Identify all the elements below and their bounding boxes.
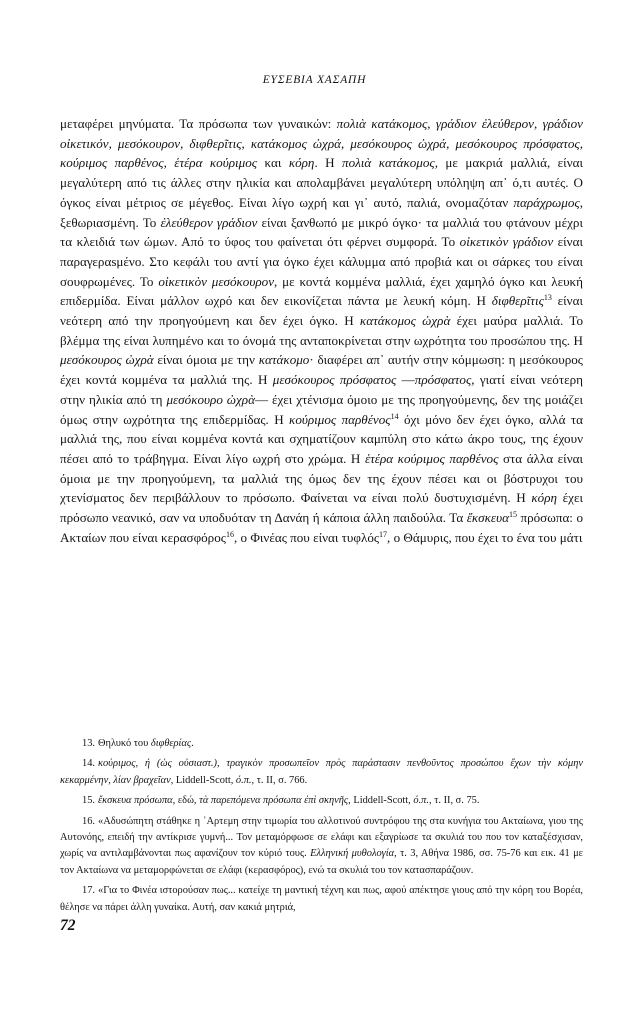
text-run: . Η <box>314 155 343 171</box>
footnote-italic: ό.π. <box>413 795 429 807</box>
text-run: όχι μόνο δεν έχει όγκο, αλλά τα μαλλιά της, που είναι κομμένα κοντά και σχηματίζουν καμπύλη στο κάτω άκρο τους, της έχουν πέσει από το τράβηγμα. Είναι λίγο ωχρή στο χρώμα. Η <box>60 411 583 466</box>
italic-run: παράχρωμος <box>513 194 580 210</box>
italic-run: ἔκσκευα <box>466 510 509 526</box>
footnote-17 <box>60 883 583 916</box>
footnote-ref: 14 <box>390 411 399 421</box>
italic-run: οἰκετικὸν μεσόκουρον <box>158 273 275 289</box>
italic-run: οἰκετικὸν γράδιον <box>459 234 554 250</box>
footnote-text: , τ. II, σ. 75. <box>429 795 480 807</box>
italic-run: κόρη <box>288 155 315 171</box>
text-run: είναι όμοια με την <box>153 352 259 368</box>
footnote-text: , τ. II, σ. 766. <box>251 774 308 786</box>
text-run: , ξεθωριασμένη. Το <box>60 194 583 230</box>
text-run: — <box>396 372 415 388</box>
footnote-text: , Liddell-Scott, <box>170 774 236 786</box>
footnote-italic: Ελληνική μυθολογία <box>310 848 395 860</box>
footnote-14 <box>60 756 583 789</box>
italic-run: ἑτέρα κούριμος παρθένος <box>364 450 499 466</box>
footnote-ref: 13 <box>543 293 552 303</box>
footnote-number: 16. <box>82 815 95 827</box>
footnote-italic: τὰ παρεπόμενα πρόσωπα ἐπὶ σκηνῆς <box>199 795 349 807</box>
italic-run: μεσόκουρος πρόσφατος <box>272 372 397 388</box>
footnote-text: «Αδυσώπητη στάθηκε η ᾽Αρτεμη στην τιμωρία του αλλοτινού συντρόφου της στα κυνήγια του Ακταίωνα, γιου της Αυτονόης, επειδή την αντίκρισε γυμνή... Τον μεταμόρφωσε σε ελάφι και εξαγρίωσε τα σκυλιά του που τον καταξέσχισαν, χωρίς να αντιλαμβάνονται πως αφανίζουν τον κύριό τους. <box>60 815 583 860</box>
footnote-italic: κούριμος, ή (ὡς οὐσιαστ.), τραγικὸν προσωπεῖον πρὸς παράστασιν πενθοῦντος προσώπου ἔχων τὴν κόμην κεκαρμένην, λίαν βραχεῖαν <box>60 758 583 786</box>
footnote-italic: διφθερίας <box>150 738 192 749</box>
text-run: μεταφέρει μηνύματα. Τα πρόσωπα των γυναικών: <box>60 116 337 131</box>
page-number: 72 <box>60 917 76 934</box>
text-run: είναι παραγεραsμένο. Στο κεφάλι του αντί για όγκο έχει κάλυμμα από προβιά και οι σάρκες του είναι σουφρωμένες. Το <box>60 234 583 289</box>
footnote-16 <box>60 814 583 880</box>
text-run: στα άλλα είναι όμοια με την προηγούμενη, τα μαλλιά της όμως δεν της έχουν πέσει και οι βόστρυχοι του χτενίσματος δεν περιβάλλουν το πρόσωπο. Φαίνεται να είναι πολύ δυστυχισμένη. Η <box>60 450 583 506</box>
text-run: , με μακριά μαλλιά, είναι μεγαλύτερη από τις άλλες στην ηλικία και απολαμβάνει μεγαλύτερη υπόληψη απ᾽ ό,τι αυτές. Ο όγκος είναι μέτριος σε μέγεθος. Είναι λίγο ωχρή και γι᾽ αυτό, παλιά, ονομαζόταν <box>60 155 583 210</box>
footnote-number: 14. <box>82 758 95 770</box>
text-run: , γιατί είναι νεότερη στην ηλικία από τη <box>60 372 583 407</box>
text-run: είναι ξανθωπό με μικρό όγκο· τα μαλλιά του φτάνουν μέχρι τα κλειδιά των ώμων. Από το ύφος του φαίνεται ότι φέρνει συμφορά. Το <box>60 214 583 250</box>
footnote-text: , τ. 3, Αθήνα 1986, σσ. 75-76 και εικ. 41 με τον Ακταίωνα να μεταμορφώνεται σε ελάφι (κερασφόρος), ενώ τα σκυλιά του τον κατασπαράζουν. <box>60 848 584 876</box>
footnote-number: 15. <box>82 795 95 807</box>
footnote-text: Θηλυκό του <box>98 738 151 749</box>
footnotes <box>60 736 583 920</box>
italic-run: κούριμος παρθένος <box>289 411 391 427</box>
italic-run: κατάκομο <box>258 352 310 368</box>
italic-run: πολιὰ κατάκομος, γράδιον ἐλεύθερον, γράδιον οἰκετικόν, μεσόκουρον, διφθερῖτις, κατάκομος ὠχρά, μεσόκουρος ὠχρά, μεσόκουρος πρόσφατος, κούριμος παρθένος, ἑτέρα κούριμος <box>60 116 583 171</box>
footnote-ref: 17 <box>379 529 388 539</box>
footnote-ref: 16 <box>225 529 234 539</box>
footnote-text: «Για το Φινέα ιστορούσαν πως... κατείχε τη μαντική τέχνη και πως, αφού απέκτησε γιους από την κόρη του Βορέα, θέλησε να πάρει άλλη γυναίκα. Αυτή, σαν κακιά μητριά, <box>60 885 583 913</box>
text-run: έχει μαύρα μαλλιά. Το βλέμμα της είναι λυπημένο και το όνομά της ανταποκρίνεται στην ωχρότητα του προσώπου της. Η <box>60 313 583 348</box>
running-head: ΕΥΣΕΒΙΑ ΧΑΣΑΠΗ <box>262 74 367 86</box>
main-paragraph <box>60 114 583 547</box>
text-run: , ο Θάμυρις, που έχει το ένα του μάτι <box>387 529 583 545</box>
footnote-13 <box>60 736 583 752</box>
text-run: — έχει χτένισμα όμοιο με της προηγούμενης, δεν της μοιάζει όμως στην ωχρότητα της επιδερμίδας. Η <box>60 391 583 427</box>
main-text <box>60 114 583 547</box>
footnote-text: , Liddell-Scott, <box>348 795 414 807</box>
footnote-text: . <box>191 738 194 749</box>
text-run: · διαφέρει απ᾽ αυτήν στην κόμμωση: η μεσόκουρος έχει κοντά κομμένα τα μαλλιά της. Η <box>60 352 583 388</box>
text-run: πρόσωπα: ο Ακταίων που είναι κερασφόρος <box>60 510 583 545</box>
text-run: , με κοντά κομμένα μαλλιά, έχει χαμηλό όγκο και λευκή επιδερμίδα. Είναι μάλλον ωχρό και δεν εικονίζεται πάντα με λευκή κόμη. Η <box>60 273 584 309</box>
footnote-italic: ἔκσκευα πρόσωπα <box>98 795 173 807</box>
text-run: και <box>257 155 289 171</box>
footnote-ref: 15 <box>508 510 517 520</box>
footnote-text: , εδώ, <box>172 795 200 807</box>
italic-run: μεσόκουρος ὠχρὰ <box>60 352 154 368</box>
italic-run: πολιὰ κατάκομος <box>342 155 435 171</box>
italic-run: μεσόκουρο ὠχρὰ <box>166 391 255 407</box>
footnote-italic: ό.π. <box>235 774 252 786</box>
text-run: είναι νεότερη από την προηγούμενη και δεν έχει όγκο. Η <box>60 293 583 329</box>
italic-run: διφθερῖτις <box>491 293 544 309</box>
text-run: έχει πρόσωπο νεανικό, σαν να υποδυόταν τη Δανάη ή κάποια άλλη παιδούλα. Τα <box>60 490 583 526</box>
footnote-15 <box>60 793 583 809</box>
italic-run: ἐλεύθερον γράδιον <box>160 214 258 230</box>
italic-run: πρόσφατος <box>414 372 472 388</box>
footnote-number: 13. <box>82 738 95 749</box>
italic-run: κόρη <box>531 490 558 506</box>
italic-run: κατάκομος ὠχρὰ <box>359 313 451 329</box>
text-run: , ο Φινέας που είναι τυφλός <box>233 529 380 545</box>
footnote-number: 17. <box>82 885 95 897</box>
